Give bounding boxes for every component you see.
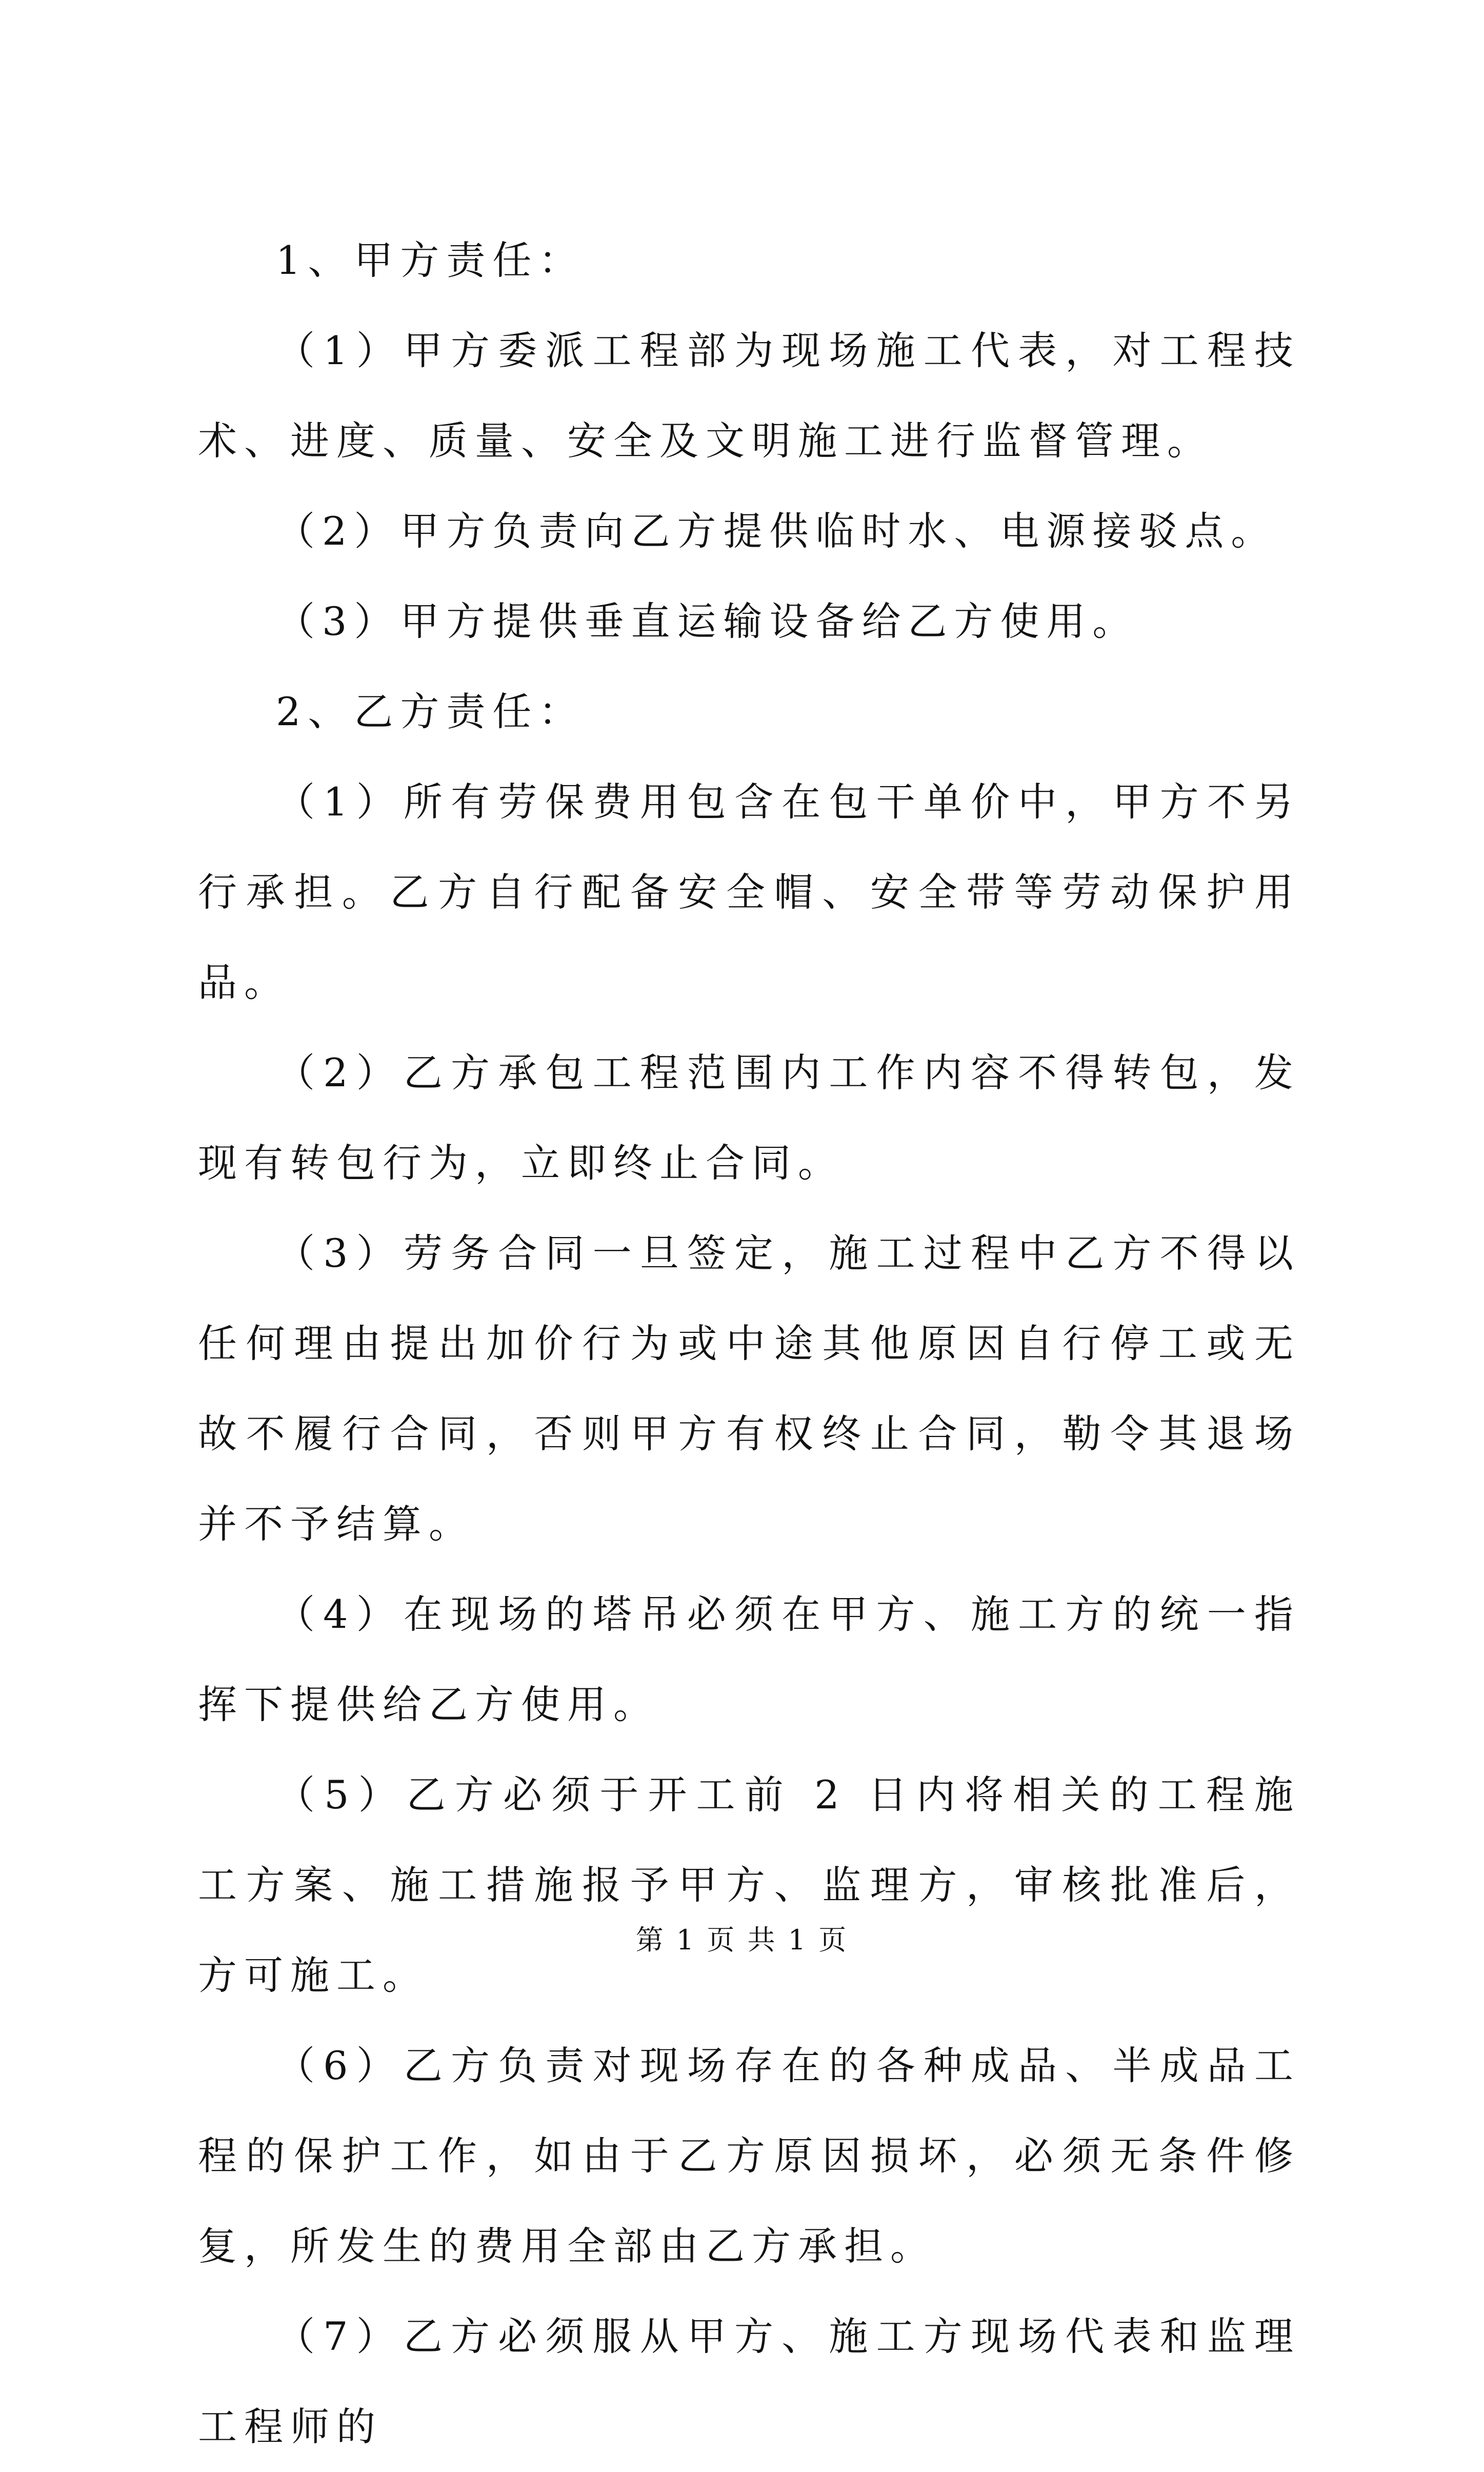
clause-b-4: （4）在现场的塔吊必须在甲方、施工方的统一指挥下提供给乙方使用。 <box>198 1591 1300 1727</box>
clause-b-3: （3）劳务合同一旦签定，施工过程中乙方不得以任何理由提出加价行为或中途其他原因自行停工或无故不履行合同，否则甲方有权终止合同，勒令其退场并不予结算。 <box>198 1230 1300 1547</box>
clause-a-3: （3）甲方提供垂直运输设备给乙方使用。 <box>276 599 1139 644</box>
section-heading-party-a: 1、甲方责任： <box>276 237 585 283</box>
page-footer: 第 1 页 共 1 页 <box>635 1924 849 1956</box>
clause-b-1: （1）所有劳保费用包含在包干单价中，甲方不另行承担。乙方自行配备安全帽、安全带等劳动保护用品。 <box>198 779 1300 1005</box>
clause-b-2: （2）乙方承包工程范围内工作内容不得转包，发现有转包行为，立即终止合同。 <box>198 1050 1300 1186</box>
clause-b-5: （5）乙方必须于开工前 2 日内将相关的工程施工方案、施工措施报予甲方、监理方，审核批准后，方可施工。 <box>198 1772 1300 1998</box>
section-heading-party-b: 2、乙方责任： <box>276 689 585 734</box>
clause-a-2: （2）甲方负责向乙方提供临时水、电源接驳点。 <box>276 508 1277 554</box>
clause-b-7: （7）乙方必须服从甲方、施工方现场代表和监理工程师的 <box>198 2314 1300 2449</box>
clause-b-6: （6）乙方负责对现场存在的各种成品、半成品工程的保护工作，如由于乙方原因损坏，必须无条件修复，所发生的费用全部由乙方承担。 <box>198 2043 1300 2269</box>
clause-a-1: （1）甲方委派工程部为现场施工代表，对工程技术、进度、质量、安全及文明施工进行监督管理。 <box>198 328 1300 464</box>
document-body <box>198 215 1300 2472</box>
